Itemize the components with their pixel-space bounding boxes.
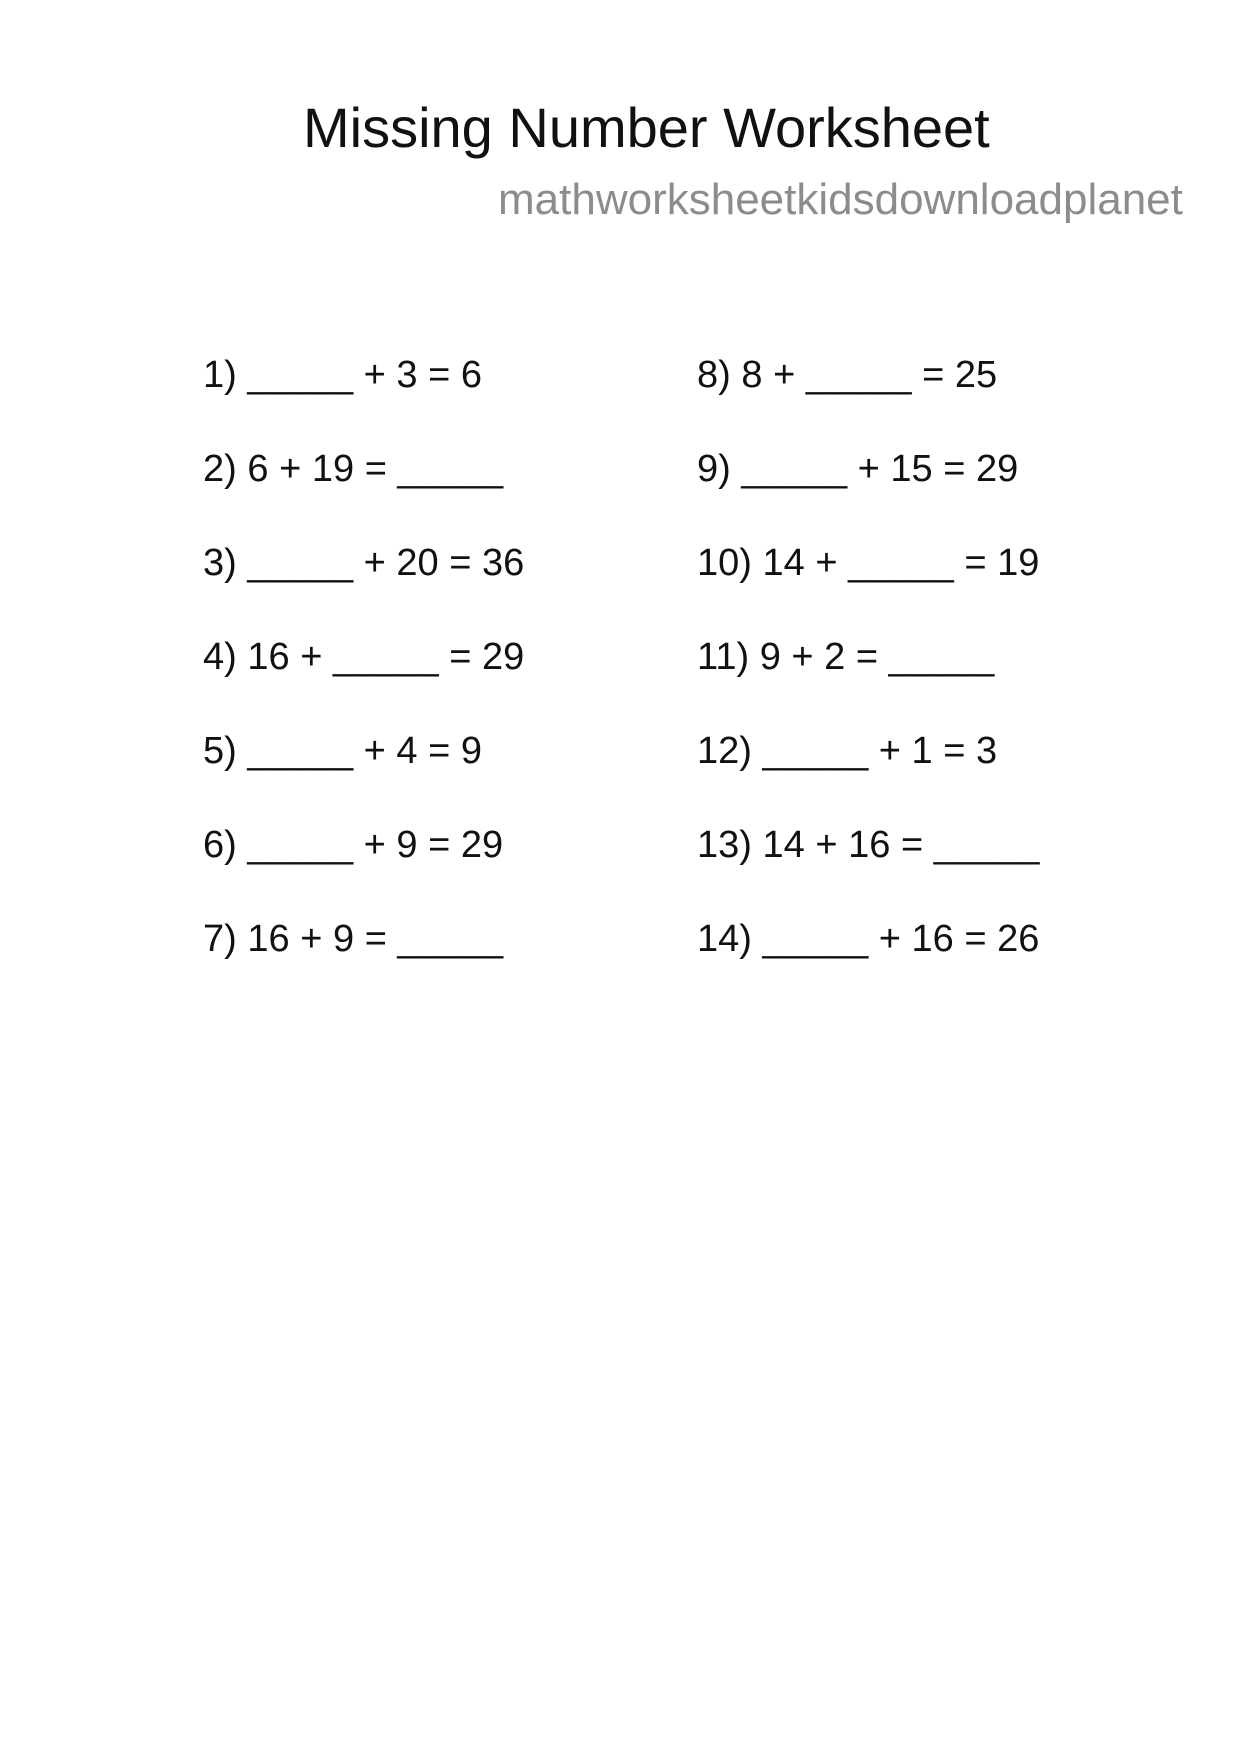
problem-expression: 16 + _____ = 29 (247, 636, 525, 678)
problem-item-8 (697, 328, 1039, 422)
problem-number: 8) (697, 354, 731, 396)
problem-item-1 (203, 328, 524, 422)
problems-column-right (697, 328, 1039, 986)
problem-number: 13) (697, 824, 752, 866)
problem-number: 2) (203, 448, 237, 490)
problem-number: 6) (203, 824, 237, 866)
problem-item-5 (203, 704, 524, 798)
problem-expression: _____ + 9 = 29 (247, 824, 504, 866)
problem-number: 9) (697, 448, 731, 490)
problem-expression: 14 + 16 = _____ (762, 824, 1040, 866)
problems-column-left (203, 328, 524, 986)
problem-item-9 (697, 422, 1039, 516)
problem-item-4 (203, 610, 524, 704)
problem-expression: 14 + _____ = 19 (762, 542, 1040, 584)
worksheet-title: Missing Number Worksheet (303, 96, 990, 159)
problem-item-10 (697, 516, 1039, 610)
problem-item-6 (203, 798, 524, 892)
problem-expression: _____ + 20 = 36 (247, 542, 525, 584)
problem-expression: _____ + 1 = 3 (762, 730, 998, 772)
problem-expression: 6 + 19 = _____ (247, 448, 504, 490)
problem-item-13 (697, 798, 1039, 892)
problem-expression: 8 + _____ = 25 (741, 354, 998, 396)
problem-number: 12) (697, 730, 752, 772)
problem-number: 5) (203, 730, 237, 772)
problem-item-7 (203, 892, 524, 986)
problem-item-14 (697, 892, 1039, 986)
problem-item-12 (697, 704, 1039, 798)
problem-expression: _____ + 15 = 29 (741, 448, 1019, 490)
problem-number: 11) (697, 636, 750, 678)
problem-number: 14) (697, 918, 752, 960)
problem-item-3 (203, 516, 524, 610)
problem-number: 7) (203, 918, 237, 960)
problem-number: 3) (203, 542, 237, 584)
problem-expression: _____ + 4 = 9 (247, 730, 482, 772)
watermark-site-name: mathworksheetkidsdownloadplanet (498, 175, 1183, 224)
problem-expression: 9 + 2 = _____ (759, 636, 995, 678)
problem-item-2 (203, 422, 524, 516)
problem-number: 10) (697, 542, 752, 584)
problem-expression: 16 + 9 = _____ (247, 918, 504, 960)
problem-expression: _____ + 3 = 6 (247, 354, 482, 396)
problem-item-11 (697, 610, 1039, 704)
problem-number: 4) (203, 636, 237, 678)
problem-number: 1) (203, 354, 237, 396)
problem-expression: _____ + 16 = 26 (762, 918, 1040, 960)
